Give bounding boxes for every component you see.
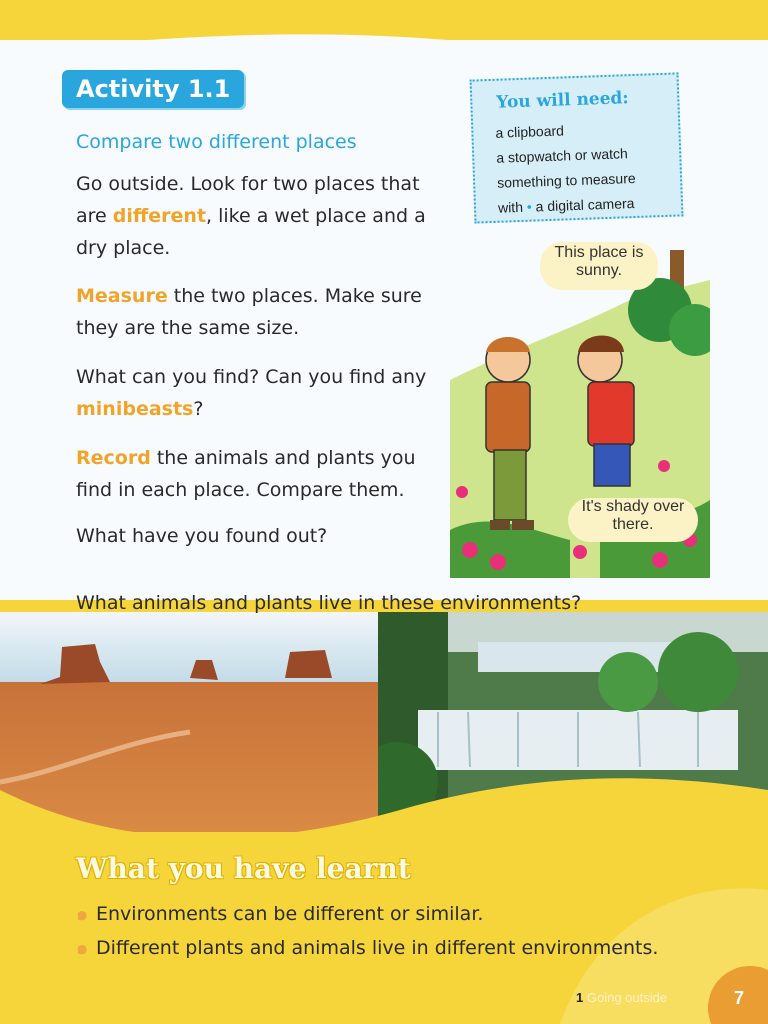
paragraph-found-out: What have you found out? bbox=[76, 525, 328, 547]
paragraph-minibeasts: What can you find? Can you find any minibeasts? bbox=[76, 366, 427, 420]
learnt-item: ๑ Environments can be different or similar. bbox=[76, 899, 483, 929]
equipment-item: something to measure bbox=[496, 169, 636, 191]
speech-bubble-shady: It's shady over there. bbox=[568, 498, 698, 542]
swirl-bullet-icon: ๑ bbox=[76, 937, 89, 959]
what-you-have-learnt-title: What you have learnt bbox=[76, 852, 411, 885]
equipment-list bbox=[495, 116, 637, 221]
speech-bubble-sunny: This place is sunny. bbox=[540, 242, 658, 290]
keyword-minibeasts: minibeasts bbox=[76, 398, 194, 420]
chapter-name: Going outside bbox=[586, 990, 668, 1005]
page-number: 7 bbox=[734, 988, 745, 1008]
you-will-need-box bbox=[470, 72, 684, 223]
footer-chapter bbox=[576, 990, 667, 1005]
paragraph-measure: Measure the two places. Make sure they are the same size. bbox=[76, 285, 422, 339]
equipment-item: a stopwatch or watch bbox=[496, 145, 629, 166]
keyword-different: different bbox=[112, 205, 207, 227]
cartoon-panel bbox=[450, 240, 710, 578]
keyword-record: Record bbox=[76, 447, 151, 469]
paragraph-go-outside: Go outside. Look for two places that are different, like a wet place and a dry place. bbox=[76, 173, 426, 259]
activity-subtitle: Compare two different places bbox=[76, 131, 357, 153]
you-will-need-title: You will need: bbox=[496, 88, 630, 113]
equipment-item: a clipboard bbox=[495, 122, 565, 141]
equipment-item: with • a digital camera bbox=[497, 195, 635, 216]
activity-badge: Activity 1.1 bbox=[62, 70, 244, 108]
paragraph-record: Record the animals and plants you find in each place. Compare them. bbox=[76, 447, 416, 501]
learnt-item: ๑ Different plants and animals live in different environments. bbox=[76, 933, 658, 963]
keyword-measure: Measure bbox=[76, 285, 168, 307]
swirl-bullet-icon: ๑ bbox=[76, 903, 89, 925]
chapter-number: 1 bbox=[576, 990, 584, 1005]
bottom-wave-band bbox=[0, 760, 768, 1024]
environments-question: What animals and plants live in these environments? bbox=[76, 592, 582, 614]
